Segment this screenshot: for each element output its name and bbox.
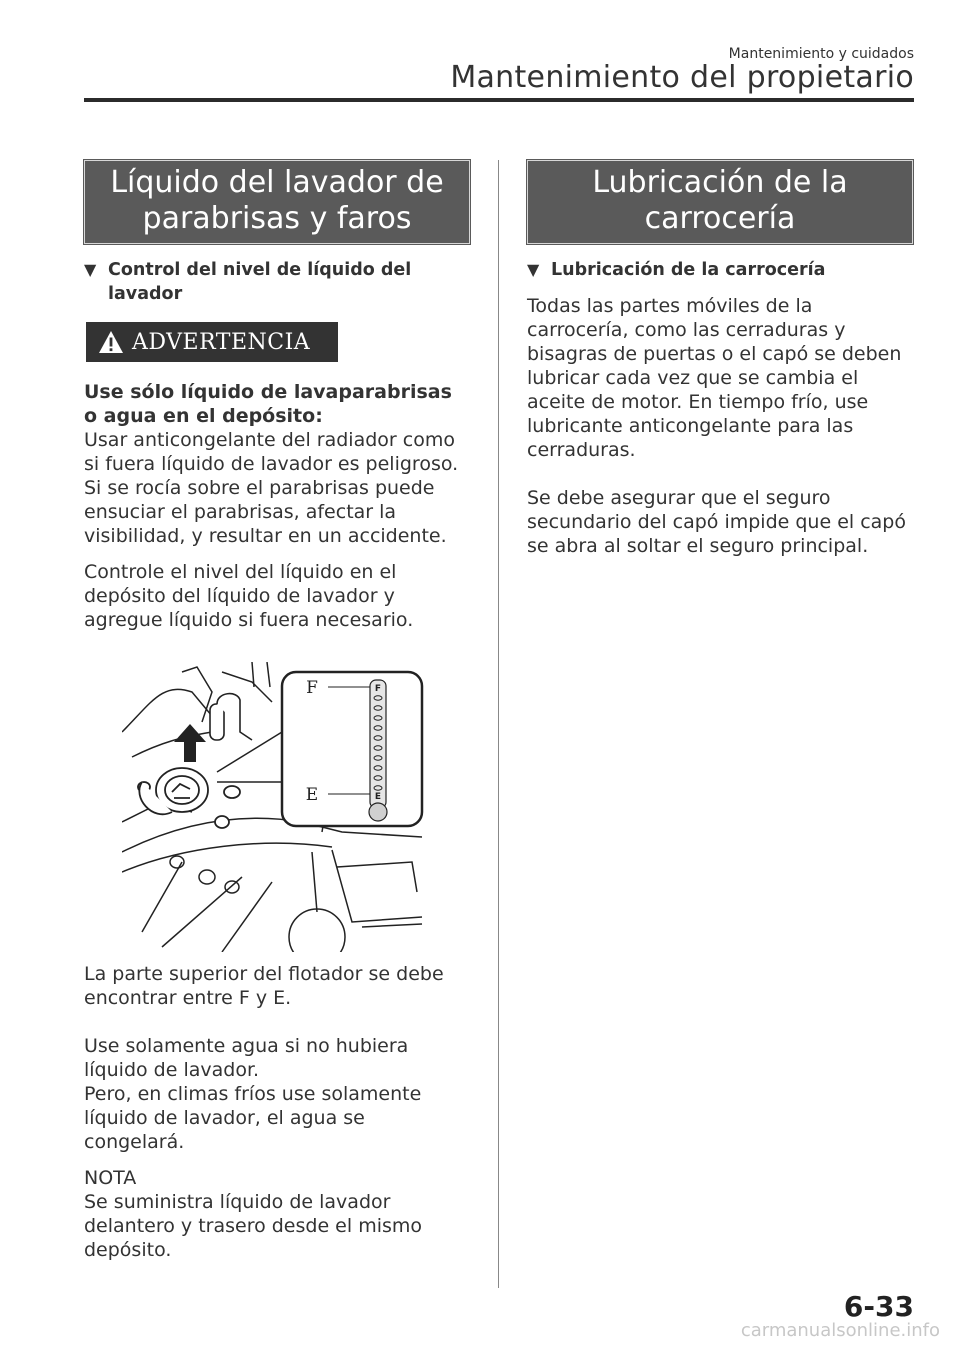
washer-reservoir-illustration xyxy=(122,662,442,952)
right-section-banner xyxy=(527,160,913,244)
cold-climate-paragraph: Pero, en climas fríos use solamente líquido de lavador, el agua se congelará. xyxy=(84,1083,422,1153)
left-banner-line2: parabrisas y faros xyxy=(142,201,412,236)
figure-label-e: E xyxy=(305,785,319,805)
header-rule xyxy=(84,98,914,102)
note-text: Se suministra líquido de lavador delantero y trasero desde el mismo depósito. xyxy=(84,1191,423,1261)
warning-badge xyxy=(86,322,338,362)
warning-heading: Use sólo líquido de lavaparabrisas o agua en el depósito: xyxy=(84,381,452,427)
triangle-marker-icon: ▼ xyxy=(527,260,540,279)
float-paragraph: La parte superior del flotador se debe encontrar entre F y E. xyxy=(84,963,444,1009)
right-subheading-text: Lubricación de la carrocería xyxy=(551,260,826,280)
left-section-banner xyxy=(84,160,470,244)
warning-triangle-icon xyxy=(98,330,124,354)
left-subheading-text: Control del nivel de líquido del lavador xyxy=(108,260,412,304)
left-banner-line1: Líquido del lavador de xyxy=(110,165,444,200)
column-divider xyxy=(498,160,499,1288)
lubrication-paragraph: Todas las partes móviles de la carrocería, como las cerraduras y bisagras de puertas o el capó se deben lubricar cada vez que se cambia el aceite de motor. En tiempo frío, use lubricante anticongelante para las cerraduras. xyxy=(527,295,902,461)
water-paragraph: Use solamente agua si no hubiera líquido de lavador. xyxy=(84,1035,409,1081)
section-title: Mantenimiento del propietario xyxy=(450,60,914,95)
left-column xyxy=(84,160,470,1262)
figure-label-f: F xyxy=(306,678,318,698)
left-subheading xyxy=(84,258,470,306)
watermark: carmanualsonline.info xyxy=(740,1320,940,1341)
triangle-marker-icon: ▼ xyxy=(84,260,97,279)
right-subheading xyxy=(527,258,913,282)
page-number: 6-33 xyxy=(843,1290,914,1323)
right-banner-line2: carrocería xyxy=(644,201,796,236)
warning-label: ADVERTENCIA xyxy=(132,329,311,355)
note-title: NOTA xyxy=(84,1167,137,1189)
chapter-title: Mantenimiento y cuidados xyxy=(728,46,914,62)
svg-text:E: E xyxy=(374,792,382,802)
right-banner-line1: Lubricación de la xyxy=(592,165,848,200)
hood-latch-paragraph: Se debe asegurar que el seguro secundario del capó impide que el capó se abra al soltar el seguro principal. xyxy=(527,487,906,557)
svg-text:F: F xyxy=(374,684,382,694)
warning-text: Usar anticongelante del radiador como si fuera líquido de lavador es peligroso. Si se rocía sobre el parabrisas puede ensuciar el parabrisas, afectar la visibilidad, y resultar en un accidente. xyxy=(84,429,459,547)
instruction-paragraph: Controle el nivel del líquido en el depósito del líquido de lavador y agregue líquido si fuera necesario. xyxy=(84,561,414,631)
right-column xyxy=(527,160,913,558)
